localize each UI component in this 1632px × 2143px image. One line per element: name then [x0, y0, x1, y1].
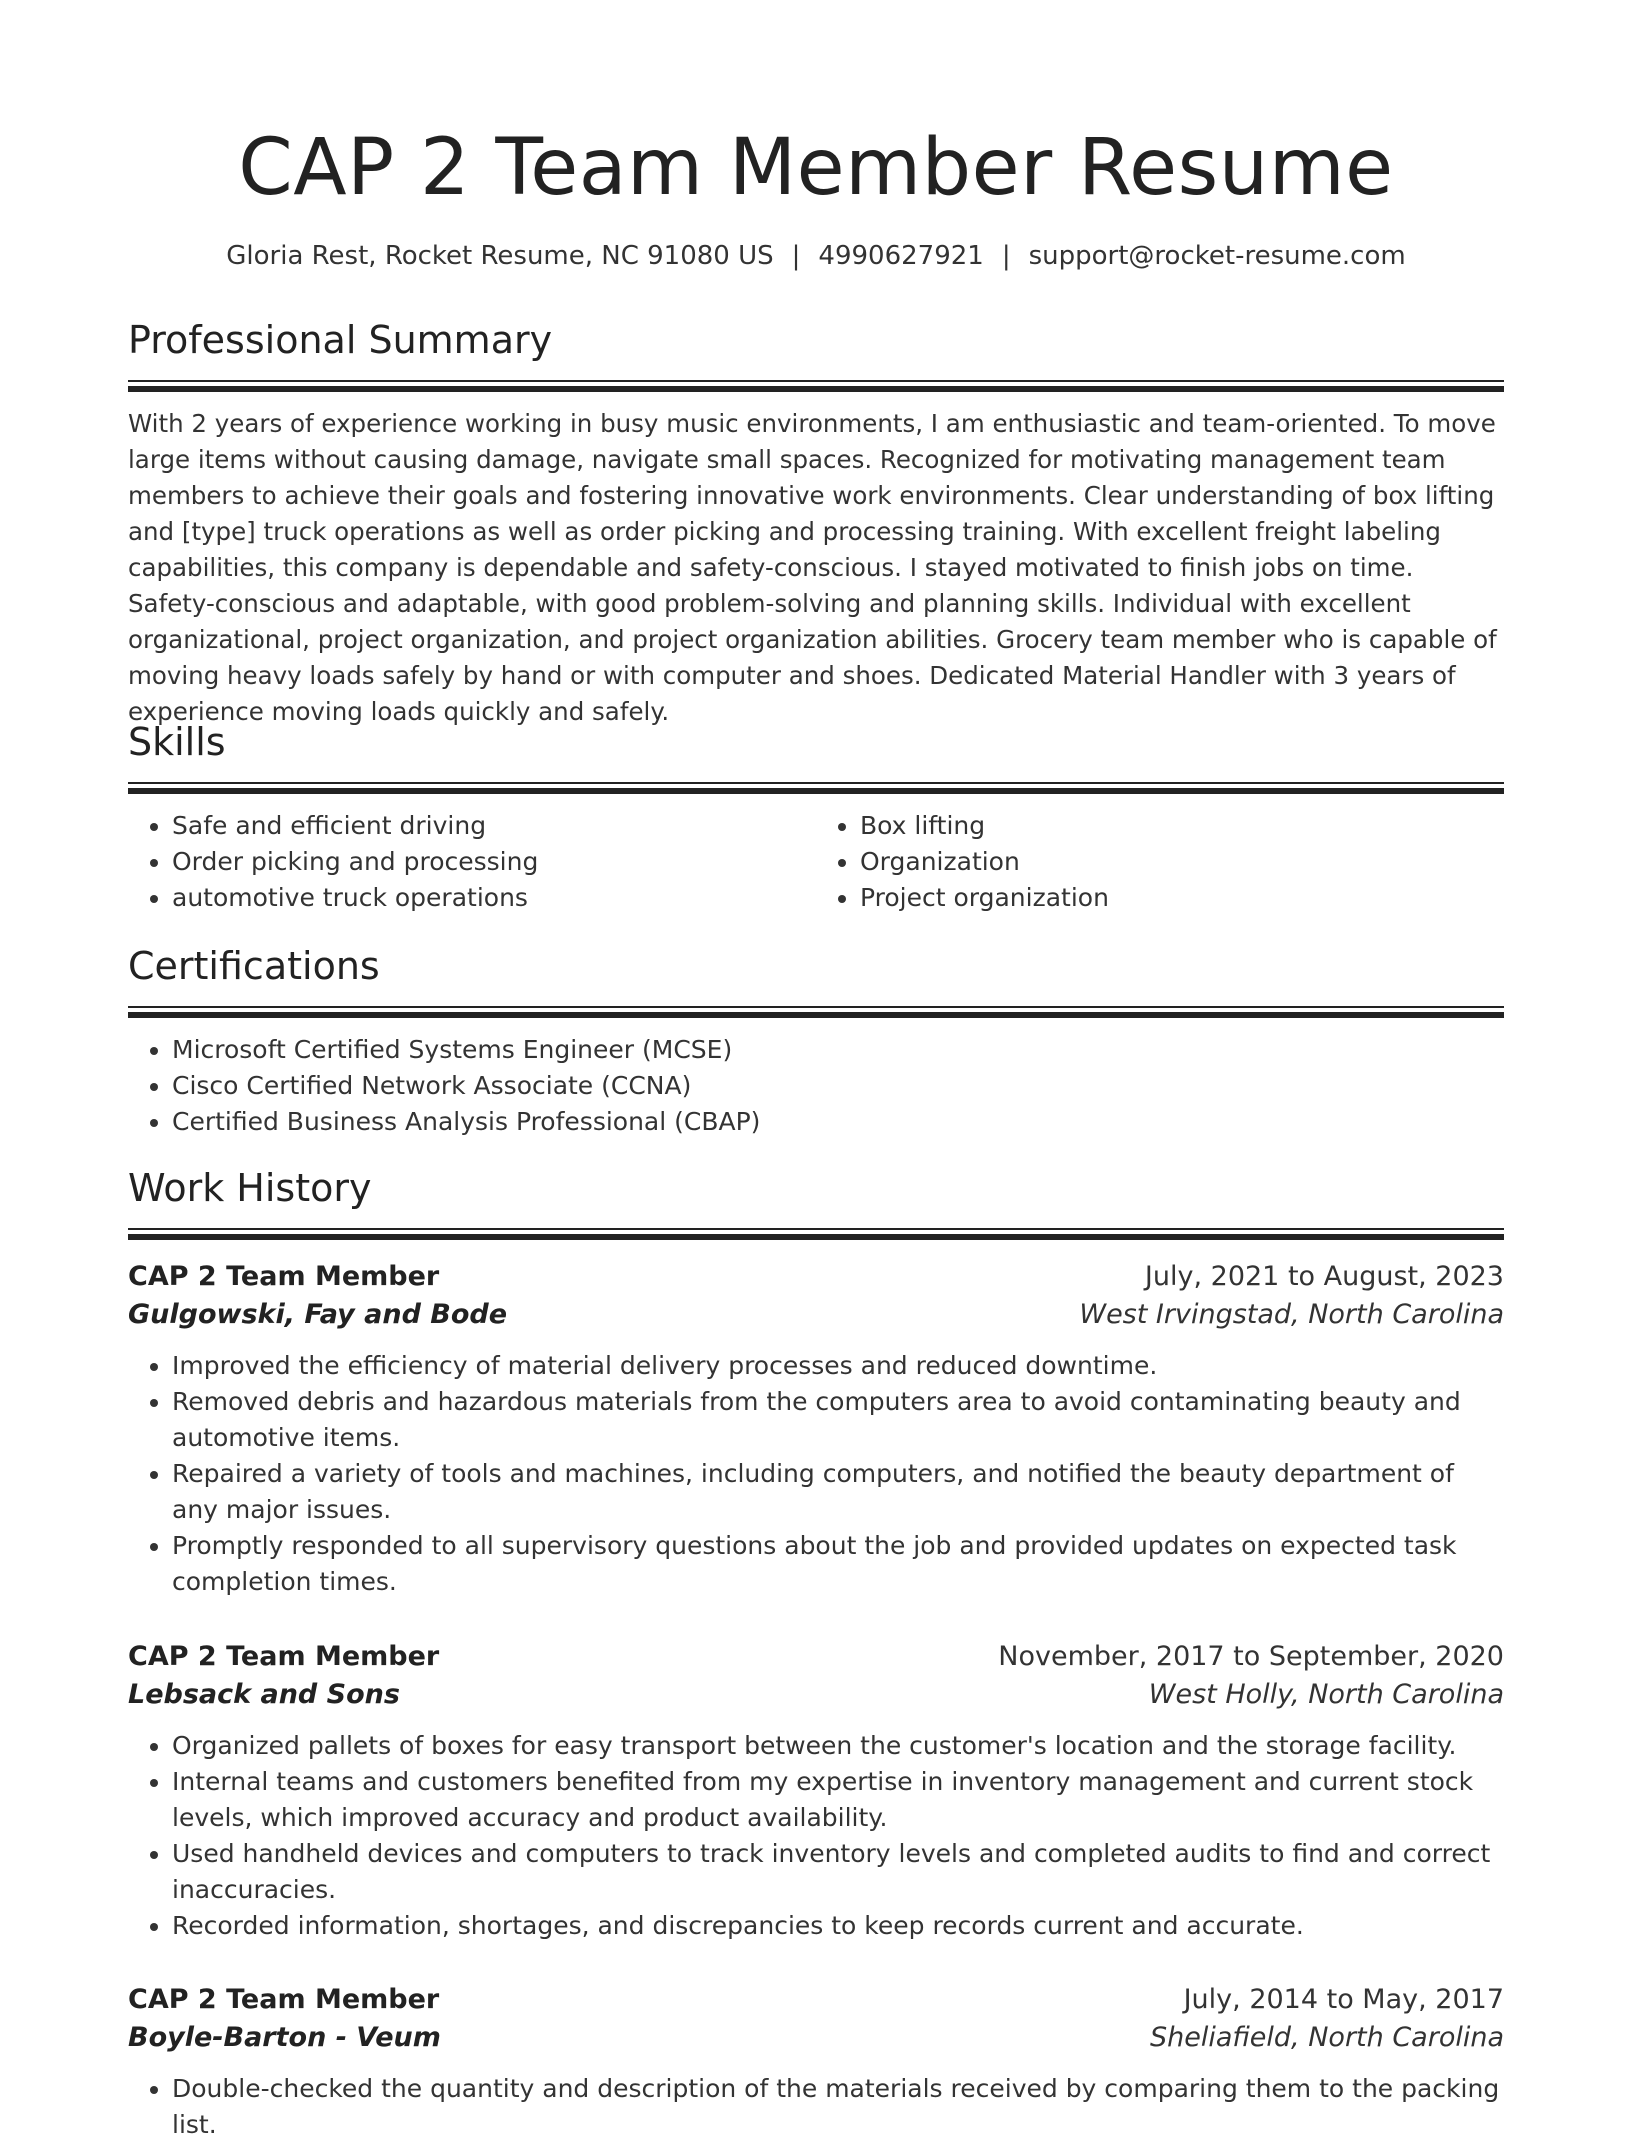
contact-address: Gloria Rest, Rocket Resume, NC 91080 US	[226, 241, 774, 271]
certification-item: • Cisco Certified Network Associate (CCNA)	[172, 1068, 1504, 1104]
job-bullet: • Double-checked the quantity and description of the materials received by comparing them to the packing list.	[172, 2071, 1504, 2143]
skill-item: • automotive truck operations	[172, 880, 816, 916]
job-header-row	[128, 1258, 1504, 1296]
job-employer-row	[128, 2019, 1504, 2057]
section-divider-thick	[128, 386, 1504, 392]
certification-item: • Certified Business Analysis Professional (CBAP)	[172, 1104, 1504, 1140]
job-title: CAP 2 Team Member	[128, 1984, 440, 2015]
job-bullet: • Removed debris and hazardous materials from the computers area to avoid contaminating beauty and automotive items.	[172, 1384, 1504, 1456]
job-header-row	[128, 1638, 1504, 1676]
job-dates: November, 2017 to September, 2020	[998, 1641, 1504, 1672]
job-bullet: • Internal teams and customers benefited from my expertise in inventory management and current stock levels, which improved accuracy and product availability.	[172, 1764, 1504, 1836]
skill-item: • Safe and efficient driving	[172, 808, 816, 844]
certification-item: • Microsoft Certified Systems Engineer (MCSE)	[172, 1032, 1504, 1068]
job-employer-row	[128, 1676, 1504, 1714]
contact-phone: 4990627921	[818, 241, 984, 271]
job-title: CAP 2 Team Member	[128, 1641, 440, 1672]
skill-item: • Organization	[860, 844, 1504, 880]
job-dates: July, 2014 to May, 2017	[1183, 1984, 1504, 2015]
job-header-row	[128, 1981, 1504, 2019]
job-employer: Boyle-Barton - Veum	[128, 2022, 441, 2053]
job-entry	[128, 1258, 1504, 1600]
work-history-section	[128, 1164, 1504, 1240]
job-entry	[128, 1638, 1504, 1944]
job-bullets	[128, 1348, 1504, 1600]
summary-text: With 2 years of experience working in busy music environments, I am enthusiastic and team-oriented. To move large items without causing damage, navigate small spaces. Recognized for motivating management team members to achieve their goals and fostering innovative work environments. Clear understanding of box lifting and [type] truck operations as well as order picking and processing training. With excellent freight labeling capabilities, this company is dependable and safety-conscious. I stayed motivated to finish jobs on time. Safety-conscious and adaptable, with good problem-solving and planning skills. Individual with excellent organizational, project organization, and project organization abilities. Grocery team member who is capable of moving heavy loads safely by hand or with computer and shoes. Dedicated Material Handler with 3 years of experience moving loads quickly and safely.	[128, 409, 1497, 726]
skills-heading: Skills	[128, 720, 226, 764]
job-title: CAP 2 Team Member	[128, 1261, 440, 1292]
job-location: West Holly, North Carolina	[1148, 1679, 1504, 1710]
work-history-heading: Work History	[128, 1166, 372, 1210]
job-location: West Irvingstad, North Carolina	[1079, 1299, 1504, 1330]
job-bullets	[128, 2071, 1504, 2143]
skills-list-left	[128, 808, 816, 916]
certifications-heading: Certifications	[128, 944, 380, 988]
skills-list-right	[816, 808, 1504, 916]
summary-heading: Professional Summary	[128, 318, 553, 362]
page-title: CAP 2 Team Member Resume	[238, 123, 1394, 213]
job-bullet: • Promptly responded to all supervisory questions about the job and provided updates on expected task completion times.	[172, 1528, 1504, 1600]
job-entry	[128, 1981, 1504, 2143]
job-dates: July, 2021 to August, 2023	[1144, 1261, 1504, 1292]
skill-item: • Order picking and processing	[172, 844, 816, 880]
contact-line	[128, 238, 1504, 274]
section-divider	[128, 1228, 1504, 1230]
section-divider	[128, 380, 1504, 382]
certifications-list	[128, 1032, 1504, 1140]
contact-separator: |	[1001, 241, 1011, 271]
skills-grid	[128, 794, 1504, 916]
job-bullets	[128, 1728, 1504, 1944]
skill-item: • Project organization	[860, 880, 1504, 916]
section-divider-thick	[128, 1012, 1504, 1018]
job-bullet: • Organized pallets of boxes for easy transport between the customer's location and the storage facility.	[172, 1728, 1504, 1764]
skills-section	[128, 718, 1504, 916]
summary-section	[128, 316, 1504, 730]
section-divider	[128, 782, 1504, 784]
skill-item: • Box lifting	[860, 808, 1504, 844]
job-bullet: • Recorded information, shortages, and discrepancies to keep records current and accurate.	[172, 1908, 1504, 1944]
contact-separator: |	[791, 241, 801, 271]
job-employer: Gulgowski, Fay and Bode	[128, 1299, 508, 1330]
section-divider-thick	[128, 1234, 1504, 1240]
job-location: Sheliafield, North Carolina	[1149, 2022, 1504, 2053]
job-bullet: • Used handheld devices and computers to track inventory levels and completed audits to find and correct inaccuracies.	[172, 1836, 1504, 1908]
job-bullet: • Repaired a variety of tools and machines, including computers, and notified the beauty department of any major issues.	[172, 1456, 1504, 1528]
job-bullet: • Improved the efficiency of material delivery processes and reduced downtime.	[172, 1348, 1504, 1384]
section-divider	[128, 1006, 1504, 1008]
contact-email: support@rocket-resume.com	[1028, 241, 1406, 271]
job-employer-row	[128, 1296, 1504, 1334]
job-employer: Lebsack and Sons	[128, 1679, 400, 1710]
certifications-section	[128, 942, 1504, 1140]
